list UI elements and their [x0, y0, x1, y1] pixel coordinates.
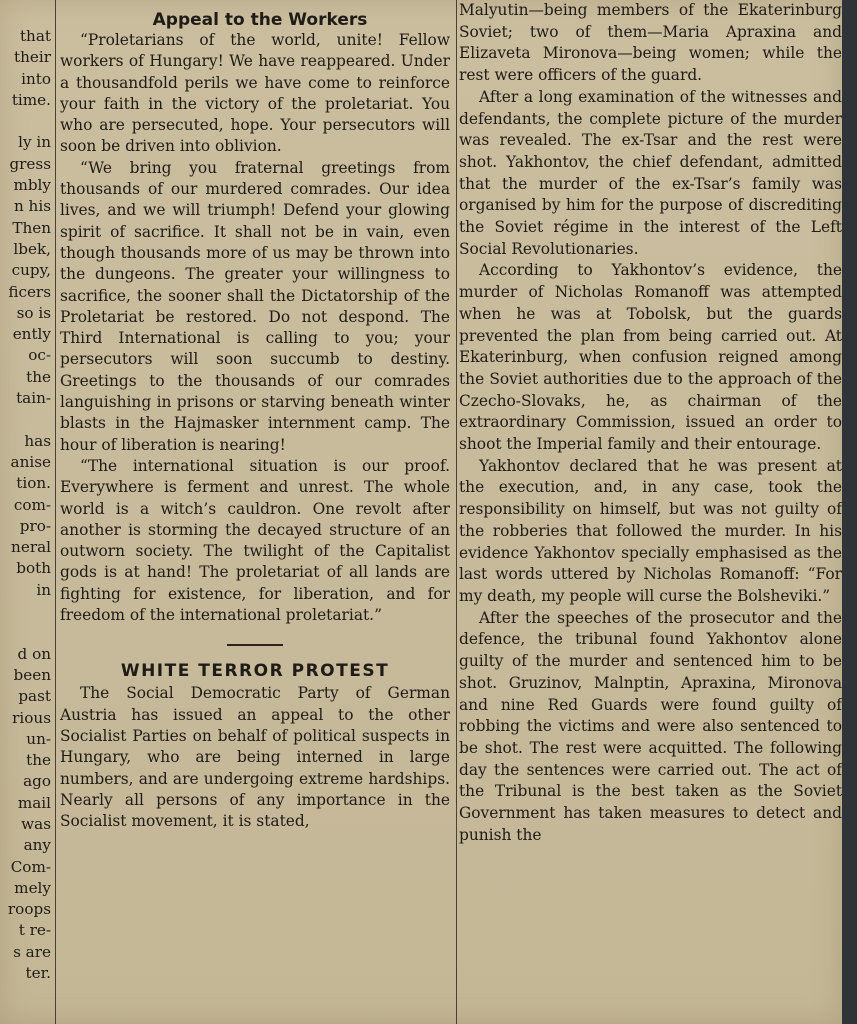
- appeal-headline: Appeal to the Workers: [152, 10, 368, 30]
- middle-column: [60, 0, 450, 1024]
- tribunal-paragraph: Yakhontov declared that he was present at the execution, and, in any case, took the responsibility on himself, but was not guilty of the robberies that followed the murder. In his evidence Yakhontov specially emphasised as the last words uttered by Nicholas Romanoff: “For my death, my people will curse the Bolsheviki.”: [459, 456, 842, 605]
- left-fragment-line: has: [24, 431, 51, 450]
- column-rule-right: [456, 0, 457, 1024]
- appeal-paragraph: “The international situation is our proof. Everywhere is ferment and unrest. The whole world is a witch’s cauldron. One revolt after another is storming the decayed structure of an outworn society. The twilight of the Capitalist gods is at hand! The proletariat of all lands are fighting for existence, for liberation, and for freedom of the international proletariat.”: [60, 456, 450, 625]
- left-fragment-line: n his: [13, 197, 51, 216]
- left-fragment-line: [0, 601, 54, 622]
- left-fragment-line: roops: [7, 900, 51, 919]
- left-fragment-line: tain-: [16, 389, 51, 408]
- left-column-fragment: [0, 0, 54, 1024]
- left-fragment-line: their: [14, 48, 51, 67]
- left-fragment-line: mely: [14, 878, 51, 897]
- left-fragment-line: mbly: [13, 176, 51, 195]
- left-fragment-line: into: [21, 69, 51, 88]
- left-fragment-line: that: [19, 27, 51, 45]
- left-fragment-line: t re-: [18, 921, 51, 940]
- left-fragment-line: ently: [12, 325, 51, 344]
- left-fragment-line: both: [16, 559, 51, 578]
- right-column: [459, 0, 842, 1024]
- left-fragment-line: was: [21, 814, 51, 833]
- white-terror-paragraph: The Social Democratic Party of German Austria has issued an appeal to the other Socialist Parties on behalf of political suspects in Hungary, who are being interned in large numbers, and are undergoing extreme hardships. Nearly all persons of any importance in the Socialist movement, it is stated,: [60, 684, 450, 831]
- left-fragment-line: neral: [11, 538, 51, 557]
- white-terror-headline: WHITE TERROR PROTEST: [120, 661, 390, 682]
- section-divider: [227, 644, 283, 646]
- left-fragment-line: anise: [10, 452, 51, 471]
- left-fragment-line: past: [18, 687, 51, 706]
- left-fragment-line: ago: [23, 772, 51, 791]
- left-fragment-line: Then: [12, 218, 51, 237]
- left-fragment-line: cupy,: [11, 261, 51, 280]
- appeal-paragraph: “Proletarians of the world, unite! Fellow workers of Hungary! We have reappeared. Under a thousandfold perils we have come to reinforce your faith in the victory of the proletariat. You who are persecuted, hope. Your persecutors will soon be driven into oblivion.: [60, 31, 450, 156]
- left-fragment-line: oc-: [28, 346, 51, 365]
- left-fragment-line: Com-: [10, 857, 51, 876]
- left-fragment-line: gress: [9, 154, 51, 173]
- left-fragment-line: pro-: [19, 516, 51, 535]
- left-fragment-line: ly in: [18, 133, 51, 152]
- left-fragment-line: [0, 409, 54, 430]
- left-fragment-line: the: [26, 751, 51, 770]
- left-fragment-line: [0, 111, 54, 132]
- left-fragment-line: lbek,: [13, 239, 51, 258]
- appeal-paragraph: “We bring you fraternal greetings from thousands of our murdered comrades. Our idea lives, and we will triumph! Defend your glowing spirit of sacrifice. It shall not be in vain, even though thousands more of us may be thrown into the dungeons. The greater your willingness to sacrifice, the sooner shall the Dictatorship of the Proletariat be restored. Do not despond. The Third International is calling to you; your persecutors will soon succumb to destiny. Greetings to the thousands of our comrades languishing in prisons or starving beneath winter blasts in the Hajmasker internment camp. The hour of liberation is nearing!: [60, 158, 450, 454]
- left-fragment-line: been: [13, 665, 51, 684]
- left-fragment-line: so is: [16, 303, 51, 322]
- left-fragment-line: s are: [13, 942, 51, 961]
- left-fragment-line: in: [36, 580, 51, 599]
- left-fragment-line: tion.: [16, 474, 51, 493]
- left-fragment-line: the: [26, 367, 51, 386]
- tribunal-paragraph: According to Yakhontov’s evidence, the murder of Nicholas Romanoff was attempted when he was at Tobolsk, but the guards prevented the plan from being carried out. At Ekaterinburg, when confusion reigned among the Soviet authorities due to the approach of the Czecho-Slovaks, he, as chairman of the extraordinary Commission, issued an order to shoot the Imperial family and their entourage.: [459, 261, 842, 454]
- left-fragment-line: rious: [12, 708, 51, 727]
- tribunal-paragraph: After a long examination of the witnesses and defendants, the complete picture of the murder was revealed. The ex-Tsar and the rest were shot. Yakhontov, the chief defendant, admitted that the murder of the ex-Tsar’s family was organised by him for the purpose of discrediting the Soviet régime in the interest of the Left Social Revolutionaries.: [459, 87, 842, 258]
- tribunal-paragraph: Malyutin—being members of the Ekaterinburg Soviet; two of them—Maria Apraxina and Elizaveta Mironova—being women; while the rest were officers of the guard.: [459, 1, 842, 85]
- left-fragment-line: mail: [17, 793, 51, 812]
- tribunal-paragraph: After the speeches of the prosecutor and the defence, the tribunal found Yakhontov alone guilty of the murder and sentenced him to be shot. Gruzinov, Malnptin, Apraxina, Mironova and nine Red Guards were found guilty of robbing the victims and were also sentenced to be shot. The rest were acquitted. The following day the sentences were carried out. The act of the Tribunal is the best taken as the Soviet Government has taken measures to detect and punish the: [459, 608, 842, 844]
- left-fragment-line: d on: [17, 644, 51, 663]
- left-fragment-line: [0, 622, 54, 643]
- left-fragment-line: ficers: [8, 282, 51, 301]
- left-fragment-line: time.: [11, 90, 51, 109]
- column-rule-left: [55, 0, 56, 1024]
- left-fragment-line: ter.: [25, 964, 51, 983]
- left-fragment-line: un-: [26, 729, 51, 748]
- left-fragment-line: any: [23, 836, 51, 855]
- left-fragment-line: com-: [13, 495, 51, 514]
